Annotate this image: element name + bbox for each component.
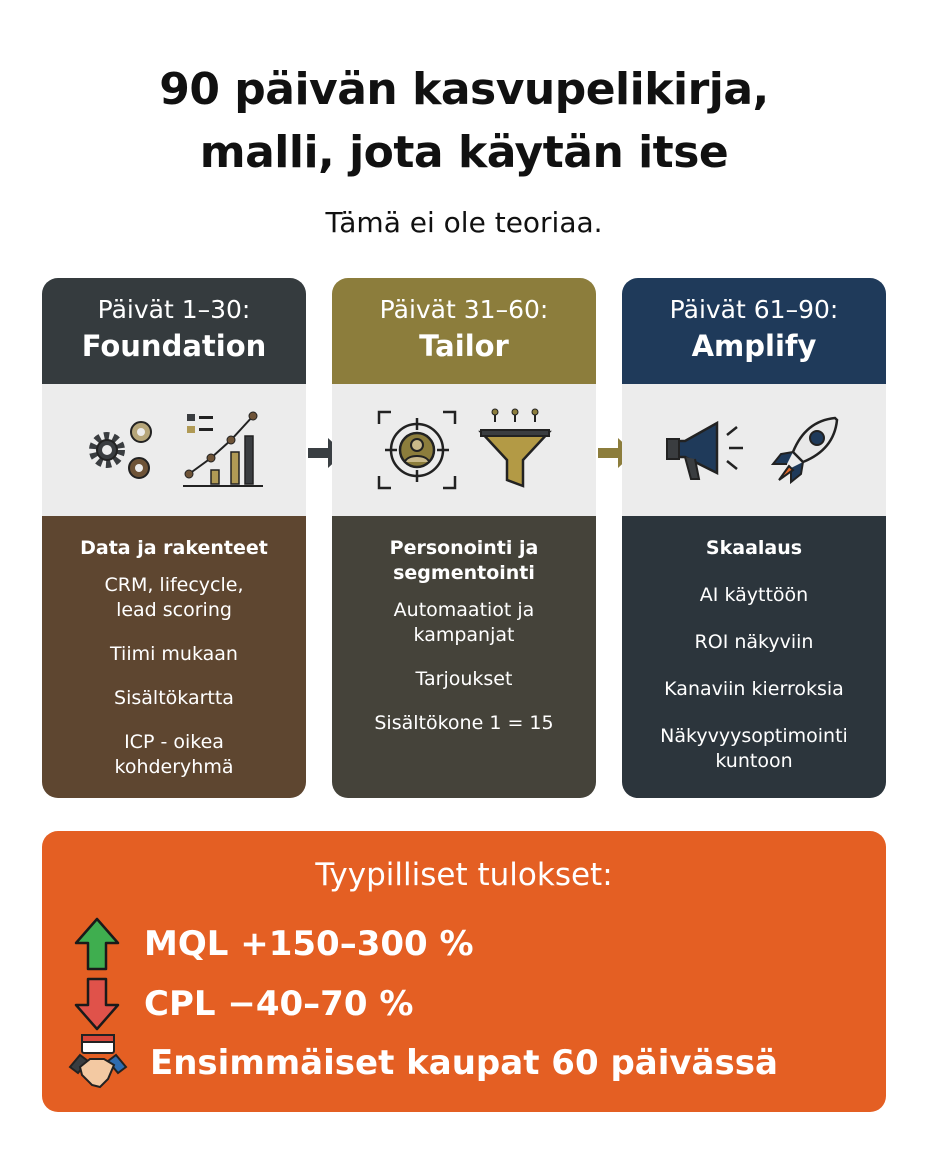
results-title: Tyypilliset tulokset: [315,857,613,893]
phase-heading: Skaalaus [705,537,803,559]
phase-header [332,278,596,384]
phase-period: Päivät 1–30: [97,295,251,324]
phase-item: AI käyttöön [699,584,809,606]
phase-name: Amplify [691,329,817,363]
phase-heading: Data ja rakenteet [80,537,268,559]
phase-icons [42,384,306,516]
phase-period: Päivät 61–90: [669,295,839,324]
phase-icons [622,384,886,516]
phase-heading: Personointi ja segmentointi [389,537,539,584]
phase-name: Foundation [81,329,267,363]
phase-foundation [42,278,306,798]
target-person-icon [375,408,459,492]
phase-item: Sisältökartta [114,687,234,709]
phase-amplify [622,278,886,798]
megaphone-icon [663,415,747,485]
rocket-icon [765,410,845,490]
page-title [0,58,928,184]
phase-body [42,516,306,798]
result-item [68,1033,778,1093]
phase-item: Sisältökone 1 = 15 [374,712,554,734]
title-line-1: 90 päivän kasvupelikirja, [159,64,769,115]
result-item [72,977,413,1031]
result-text: CPL −40–70 % [144,984,414,1024]
phase-item: ICP - oikea kohderyhmä [114,731,234,778]
phase-name: Tailor [419,329,509,363]
arrow-up-icon [72,917,122,971]
funnel-icon [477,408,553,492]
results-panel [42,831,886,1112]
result-item [72,917,474,971]
phase-item: Automaatiot ja kampanjat [393,599,535,646]
gears-icon [83,410,163,490]
phase-body [332,516,596,798]
growth-chart-icon [181,408,265,492]
arrow-down-icon [72,977,122,1031]
phase-item: Tiimi mukaan [110,643,238,665]
phase-period: Päivät 31–60: [379,295,549,324]
phase-body [622,516,886,798]
phase-tailor [332,278,596,798]
phase-header [42,278,306,384]
phase-icons [332,384,596,516]
phase-item: Kanaviin kierroksia [664,678,844,700]
phase-item: Tarjoukset [415,668,513,690]
subtitle: Tämä ei ole teoriaa. [325,206,603,239]
result-text: MQL +150–300 % [144,924,474,964]
phase-item: Näkyvyysoptimointi kuntoon [660,725,848,772]
handshake-calendar-icon [68,1033,128,1093]
phase-item: CRM, lifecycle, lead scoring [104,574,244,621]
result-text: Ensimmäiset kaupat 60 päivässä [150,1043,778,1083]
phase-header [622,278,886,384]
title-line-2: malli, jota käytän itse [199,127,729,178]
phase-item: ROI näkyviin [694,631,814,653]
